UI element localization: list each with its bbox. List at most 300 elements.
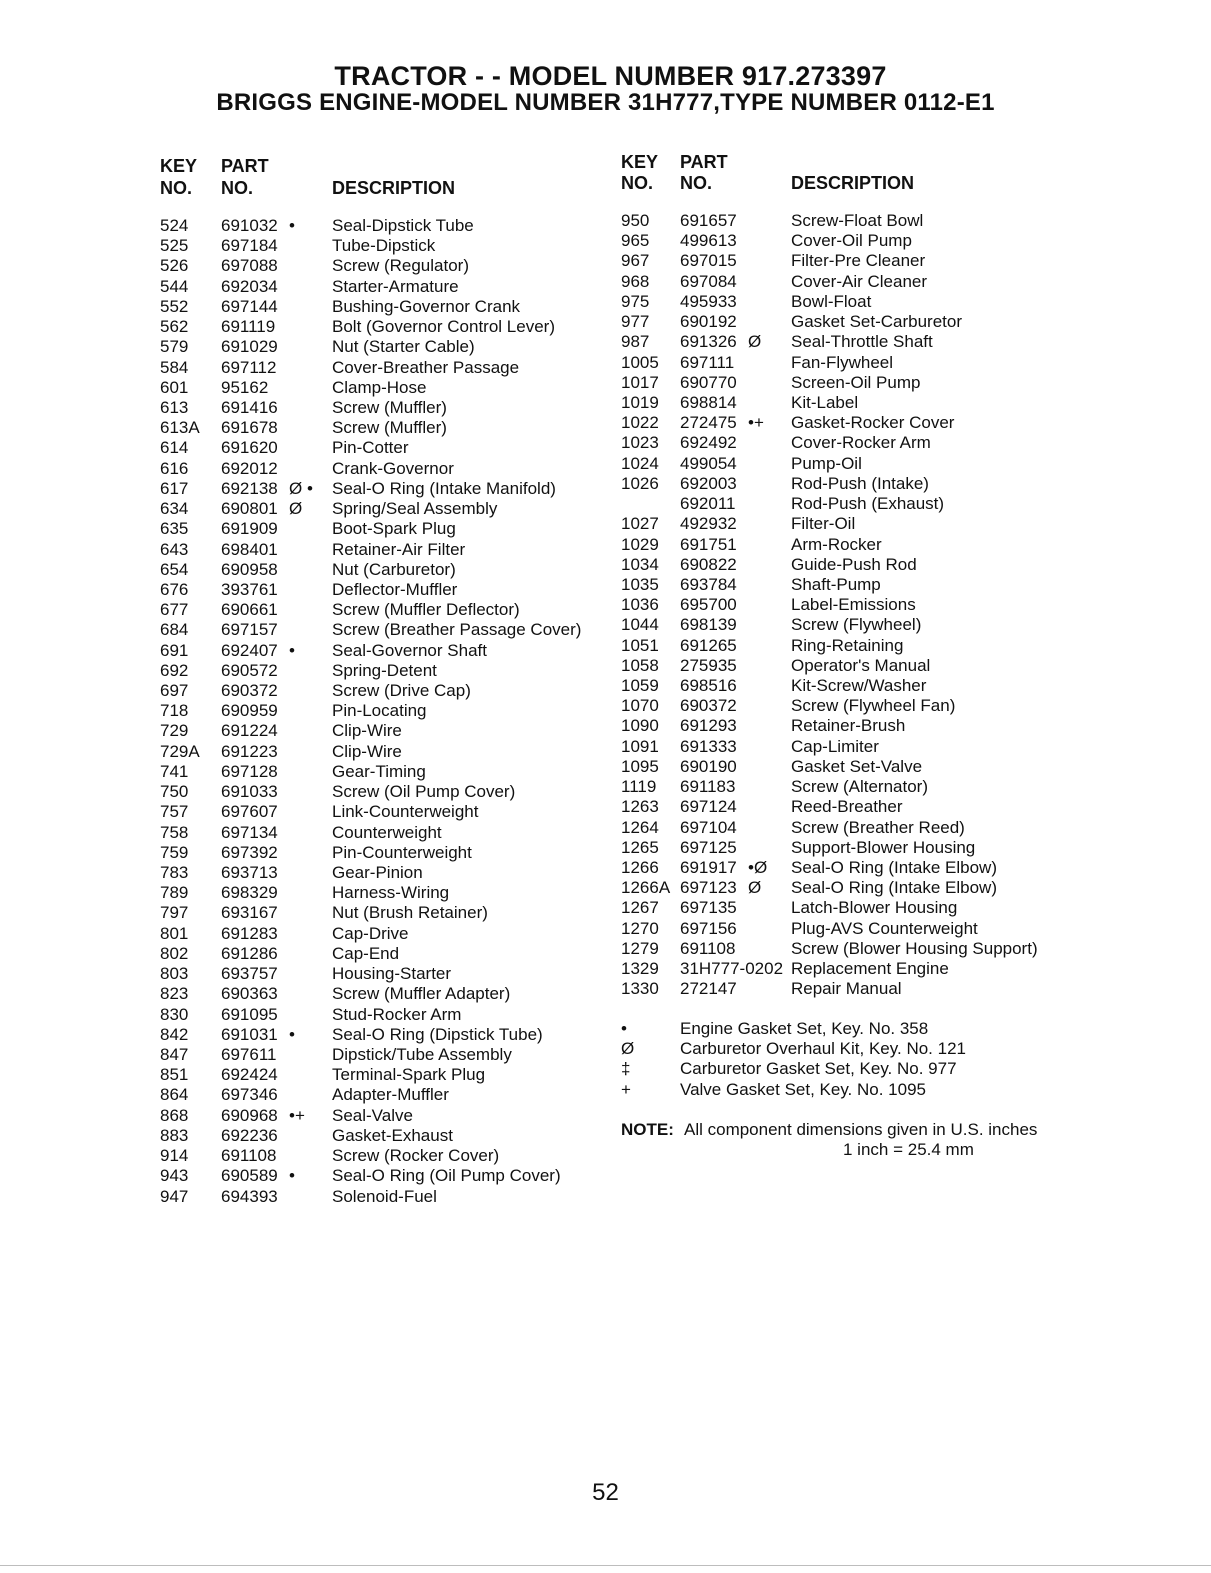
part-number: 697135 bbox=[680, 898, 737, 918]
key-number: 729 bbox=[160, 721, 189, 741]
part-description: Label-Emissions bbox=[791, 595, 916, 615]
part-row bbox=[621, 797, 1061, 817]
key-number: 868 bbox=[160, 1105, 189, 1125]
note-conversion: 1 inch = 25.4 mm bbox=[843, 1140, 974, 1159]
part-row bbox=[160, 701, 600, 721]
part-description: Repair Manual bbox=[791, 979, 902, 999]
part-description: Deflector-Muffler bbox=[332, 579, 458, 599]
key-number: 634 bbox=[160, 499, 189, 519]
part-symbol: • bbox=[289, 640, 295, 660]
part-symbol: Ø bbox=[748, 332, 762, 352]
part-description: Seal-O Ring (Intake Elbow) bbox=[791, 878, 997, 898]
part-row bbox=[160, 337, 600, 357]
part-number: 690661 bbox=[221, 600, 278, 620]
part-row bbox=[160, 802, 600, 822]
part-description: Bushing-Governor Crank bbox=[332, 296, 521, 316]
part-row bbox=[160, 863, 600, 883]
part-number: 698329 bbox=[221, 883, 278, 903]
part-row bbox=[621, 878, 1061, 898]
part-number: 698401 bbox=[221, 539, 278, 559]
part-row bbox=[621, 656, 1061, 676]
part-description: Cover-Oil Pump bbox=[791, 231, 912, 251]
part-symbol: Ø • bbox=[289, 478, 313, 498]
left-part-header-1: PART bbox=[221, 156, 269, 176]
part-number: 691183 bbox=[680, 777, 736, 797]
part-description: Shaft-Pump bbox=[791, 574, 881, 594]
key-number: 1026 bbox=[621, 473, 659, 493]
part-description: Screw (Muffler Deflector) bbox=[332, 600, 520, 620]
key-number: 851 bbox=[160, 1065, 189, 1085]
part-description: Arm-Rocker bbox=[791, 534, 882, 554]
legend-symbol: Ø bbox=[621, 1039, 635, 1058]
part-number: 275935 bbox=[680, 655, 737, 675]
part-row bbox=[160, 540, 600, 560]
page-number: 52 bbox=[592, 1479, 619, 1506]
key-number: 617 bbox=[160, 478, 189, 498]
part-number: 697084 bbox=[680, 271, 737, 291]
part-number: 492932 bbox=[680, 514, 737, 534]
key-number: 643 bbox=[160, 539, 189, 559]
key-number: 552 bbox=[160, 296, 189, 316]
part-number: 690372 bbox=[680, 696, 737, 716]
part-row bbox=[160, 317, 600, 337]
note-label: NOTE: bbox=[621, 1120, 674, 1139]
part-row bbox=[160, 1106, 600, 1126]
part-description: Cover-Breather Passage bbox=[332, 357, 520, 377]
part-row bbox=[160, 1085, 600, 1105]
part-description: Rod-Push (Exhaust) bbox=[791, 494, 945, 514]
part-row bbox=[621, 636, 1061, 656]
key-number: 943 bbox=[160, 1166, 189, 1186]
part-description: Tube-Dipstick bbox=[332, 236, 436, 256]
key-number: 1264 bbox=[621, 817, 659, 837]
key-number: 677 bbox=[160, 600, 189, 620]
key-number: 802 bbox=[160, 943, 189, 963]
part-row bbox=[621, 716, 1061, 736]
part-description: Filter-Oil bbox=[791, 514, 856, 534]
part-number: 495933 bbox=[680, 291, 737, 311]
part-description: Adapter-Muffler bbox=[332, 1085, 449, 1105]
part-number: 692138 bbox=[221, 478, 278, 498]
part-description: Pin-Cotter bbox=[332, 438, 409, 458]
part-number: 691265 bbox=[680, 635, 737, 655]
key-number: 968 bbox=[621, 271, 650, 291]
part-number: 698516 bbox=[680, 676, 737, 696]
part-description: Plug-AVS Counterweight bbox=[791, 918, 978, 938]
part-number: 393761 bbox=[221, 579, 278, 599]
part-number: 693167 bbox=[221, 903, 278, 923]
legend-text: Engine Gasket Set, Key. No. 358 bbox=[680, 1019, 929, 1038]
part-row bbox=[621, 413, 1061, 433]
part-number: 697611 bbox=[221, 1044, 277, 1064]
part-description: Clamp-Hose bbox=[332, 377, 427, 397]
part-row bbox=[621, 494, 1061, 514]
part-row bbox=[621, 757, 1061, 777]
key-number: 1035 bbox=[621, 574, 659, 594]
legend-symbol: ‡ bbox=[621, 1059, 631, 1078]
part-number: 691032 bbox=[221, 216, 278, 235]
part-row bbox=[621, 858, 1061, 878]
key-number: 1329 bbox=[621, 959, 659, 979]
part-row bbox=[160, 762, 600, 782]
part-row bbox=[621, 393, 1061, 413]
part-number: 697124 bbox=[680, 797, 737, 817]
part-row bbox=[160, 560, 600, 580]
part-row bbox=[621, 838, 1061, 858]
part-row bbox=[160, 418, 600, 438]
part-number: 697157 bbox=[221, 620, 278, 640]
left-description-header: DESCRIPTION bbox=[332, 178, 456, 198]
part-row bbox=[621, 979, 1061, 999]
part-description: Clip-Wire bbox=[332, 741, 402, 761]
right-key-header-1: KEY bbox=[621, 152, 659, 172]
part-number: 691095 bbox=[221, 1004, 278, 1024]
part-row bbox=[621, 737, 1061, 757]
part-description: Screw (Flywheel) bbox=[791, 615, 922, 635]
part-row bbox=[160, 297, 600, 317]
part-row bbox=[160, 499, 600, 519]
key-number: 1051 bbox=[621, 635, 659, 655]
part-row bbox=[160, 721, 600, 741]
key-number: 579 bbox=[160, 337, 189, 357]
part-row bbox=[621, 373, 1061, 393]
part-description: Bolt (Governor Control Lever) bbox=[332, 317, 555, 337]
part-row bbox=[160, 236, 600, 256]
key-number: 562 bbox=[160, 317, 189, 337]
part-number: 691029 bbox=[221, 337, 278, 357]
legend-text: Valve Gasket Set, Key. No. 1095 bbox=[680, 1080, 927, 1099]
part-number: 692003 bbox=[680, 473, 737, 493]
part-symbol: •+ bbox=[748, 413, 764, 433]
part-description: Seal-O Ring (Intake Manifold) bbox=[332, 478, 556, 498]
part-row bbox=[160, 964, 600, 984]
key-number: 977 bbox=[621, 312, 650, 332]
key-number: 729A bbox=[160, 741, 200, 761]
part-description: Seal-Governor Shaft bbox=[332, 640, 487, 660]
part-number: 697123 bbox=[680, 878, 737, 898]
key-number: 830 bbox=[160, 1004, 189, 1024]
key-number: 883 bbox=[160, 1125, 189, 1145]
key-number: 1091 bbox=[621, 736, 659, 756]
key-number: 697 bbox=[160, 681, 189, 701]
legend-symbol: • bbox=[621, 1019, 627, 1038]
part-description: Seal-O Ring (Dipstick Tube) bbox=[332, 1024, 543, 1044]
key-number: 847 bbox=[160, 1044, 189, 1064]
part-description: Latch-Blower Housing bbox=[791, 898, 958, 918]
part-number: 499054 bbox=[680, 453, 737, 473]
key-number: 525 bbox=[160, 236, 189, 256]
part-description: Screw (Breather Reed) bbox=[791, 817, 965, 837]
part-number: 691119 bbox=[221, 317, 276, 337]
key-number: 584 bbox=[160, 357, 189, 377]
part-number: 698814 bbox=[680, 392, 737, 412]
key-number: 635 bbox=[160, 519, 189, 539]
part-row bbox=[160, 641, 600, 661]
part-number: 697015 bbox=[680, 251, 737, 271]
key-number: 1267 bbox=[621, 898, 659, 918]
part-description: Harness-Wiring bbox=[332, 883, 450, 903]
part-number: 694393 bbox=[221, 1186, 278, 1206]
part-description: Stud-Rocker Arm bbox=[332, 1004, 462, 1024]
part-description: Boot-Spark Plug bbox=[332, 519, 456, 539]
part-description: Screw (Muffler Adapter) bbox=[332, 984, 511, 1004]
right-description-header: DESCRIPTION bbox=[791, 173, 915, 193]
part-description: Clip-Wire bbox=[332, 721, 402, 741]
part-number: 691909 bbox=[221, 519, 278, 539]
part-description: Screw (Blower Housing Support) bbox=[791, 938, 1038, 958]
part-description: Nut (Carburetor) bbox=[332, 559, 456, 579]
part-row bbox=[621, 818, 1061, 838]
part-row bbox=[621, 332, 1061, 352]
page-title: TRACTOR - - MODEL NUMBER 917.273397 bbox=[334, 61, 887, 91]
part-number: 690801 bbox=[221, 499, 278, 519]
key-number: 684 bbox=[160, 620, 189, 640]
part-row bbox=[621, 575, 1061, 595]
part-symbol: Ø bbox=[289, 499, 303, 519]
part-number: 691751 bbox=[680, 534, 737, 554]
part-number: 697112 bbox=[221, 357, 277, 377]
part-number: 691326 bbox=[680, 332, 737, 352]
key-number: 1263 bbox=[621, 797, 659, 817]
part-number: 31H777-0202 bbox=[680, 959, 784, 979]
key-number: 797 bbox=[160, 903, 189, 923]
part-number: 690959 bbox=[221, 701, 278, 721]
key-number: 950 bbox=[621, 211, 650, 230]
part-row bbox=[160, 519, 600, 539]
key-number: 613A bbox=[160, 418, 200, 438]
part-row bbox=[160, 984, 600, 1004]
key-number: 1330 bbox=[621, 979, 659, 999]
key-number: 914 bbox=[160, 1146, 189, 1166]
part-description: Screw (Rocker Cover) bbox=[332, 1146, 500, 1166]
part-row bbox=[160, 681, 600, 701]
part-number: 691033 bbox=[221, 782, 278, 802]
key-number: 718 bbox=[160, 701, 189, 721]
part-number: 697392 bbox=[221, 842, 278, 862]
part-row bbox=[160, 742, 600, 762]
part-number: 691620 bbox=[221, 438, 278, 458]
part-row bbox=[160, 924, 600, 944]
part-description: Screw (Regulator) bbox=[332, 256, 469, 276]
part-number: 691108 bbox=[680, 938, 736, 958]
part-description: Screw (Muffler) bbox=[332, 418, 447, 438]
part-row bbox=[160, 1146, 600, 1166]
part-description: Replacement Engine bbox=[791, 959, 949, 979]
part-description: Cover-Rocker Arm bbox=[791, 433, 931, 453]
part-description: Pump-Oil bbox=[791, 453, 862, 473]
part-row bbox=[160, 903, 600, 923]
part-number: 691293 bbox=[680, 716, 737, 736]
part-symbol: Ø bbox=[748, 878, 762, 898]
left-part-header-2: NO. bbox=[221, 178, 254, 198]
part-row bbox=[160, 883, 600, 903]
part-symbol: • bbox=[289, 1024, 295, 1044]
key-number: 1029 bbox=[621, 534, 659, 554]
part-description: Screw (Breather Passage Cover) bbox=[332, 620, 582, 640]
part-number: 690968 bbox=[221, 1105, 278, 1125]
key-number: 1017 bbox=[621, 372, 659, 392]
key-number: 691 bbox=[160, 640, 189, 660]
part-number: 690190 bbox=[680, 756, 737, 776]
key-number: 1019 bbox=[621, 392, 659, 412]
part-row bbox=[621, 251, 1061, 271]
part-row bbox=[160, 1045, 600, 1065]
part-number: 697346 bbox=[221, 1085, 278, 1105]
part-description: Kit-Screw/Washer bbox=[791, 676, 927, 696]
key-number: 1119 bbox=[621, 777, 657, 797]
key-number: 1058 bbox=[621, 655, 659, 675]
key-number: 842 bbox=[160, 1024, 189, 1044]
part-row bbox=[621, 514, 1061, 534]
part-number: 691108 bbox=[221, 1146, 277, 1166]
part-number: 697184 bbox=[221, 236, 278, 256]
part-description: Retainer-Air Filter bbox=[332, 539, 466, 559]
part-description: Kit-Label bbox=[791, 392, 859, 412]
key-number: 750 bbox=[160, 782, 189, 802]
part-row bbox=[621, 211, 1061, 231]
part-number: 697104 bbox=[680, 817, 737, 837]
part-row bbox=[160, 661, 600, 681]
part-number: 697125 bbox=[680, 837, 737, 857]
part-description: Solenoid-Fuel bbox=[332, 1186, 437, 1206]
key-number: 965 bbox=[621, 231, 650, 251]
key-number: 1044 bbox=[621, 615, 659, 635]
part-description: Gasket-Rocker Cover bbox=[791, 413, 955, 433]
right-part-header-1: PART bbox=[680, 152, 728, 172]
part-number: 697134 bbox=[221, 822, 278, 842]
part-description: Housing-Starter bbox=[332, 964, 452, 984]
legend-symbol: + bbox=[621, 1080, 631, 1099]
part-description: Cap-Drive bbox=[332, 923, 409, 943]
part-symbol: • bbox=[289, 1166, 295, 1186]
key-number: 975 bbox=[621, 291, 650, 311]
part-row bbox=[160, 823, 600, 843]
part-row bbox=[621, 676, 1061, 696]
part-number: 690770 bbox=[680, 372, 737, 392]
part-description: Terminal-Spark Plug bbox=[332, 1065, 486, 1085]
part-row bbox=[621, 919, 1061, 939]
part-symbol: •Ø bbox=[748, 858, 768, 877]
key-number: 616 bbox=[160, 458, 189, 478]
part-row bbox=[160, 277, 600, 297]
key-number: 803 bbox=[160, 964, 189, 984]
key-number: 1036 bbox=[621, 595, 659, 615]
part-description: Screw (Oil Pump Cover) bbox=[332, 782, 516, 802]
key-number: 783 bbox=[160, 863, 189, 882]
part-number: 690192 bbox=[680, 312, 737, 332]
key-number: 741 bbox=[160, 761, 189, 781]
part-description: Dipstick/Tube Assembly bbox=[332, 1044, 512, 1064]
key-number: 601 bbox=[160, 377, 189, 397]
part-description: Cap-End bbox=[332, 943, 400, 963]
part-row bbox=[621, 939, 1061, 959]
key-number: 967 bbox=[621, 251, 650, 271]
key-number: 544 bbox=[160, 276, 189, 296]
part-number: 272475 bbox=[680, 413, 737, 433]
left-key-header-1: KEY bbox=[160, 156, 198, 176]
part-number: 693713 bbox=[221, 863, 278, 882]
part-number: 691031 bbox=[221, 1024, 278, 1044]
part-row bbox=[160, 1187, 600, 1207]
key-number: 823 bbox=[160, 984, 189, 1004]
key-number: 864 bbox=[160, 1085, 189, 1105]
part-description: Gear-Pinion bbox=[332, 863, 423, 882]
part-row bbox=[160, 1025, 600, 1045]
key-number: 1027 bbox=[621, 514, 659, 534]
part-row bbox=[621, 433, 1061, 453]
part-row bbox=[160, 438, 600, 458]
key-number: 789 bbox=[160, 883, 189, 903]
part-number: 691917 bbox=[680, 858, 737, 877]
part-number: 697144 bbox=[221, 296, 278, 316]
part-number: 697156 bbox=[680, 918, 737, 938]
part-number: 698139 bbox=[680, 615, 737, 635]
part-number: 691224 bbox=[221, 721, 278, 741]
part-description: Gasket Set-Valve bbox=[791, 756, 923, 776]
part-description: Cover-Air Cleaner bbox=[791, 271, 928, 291]
part-number: 691223 bbox=[221, 741, 278, 761]
part-number: 691678 bbox=[221, 418, 278, 438]
part-row bbox=[160, 1065, 600, 1085]
part-description: Screen-Oil Pump bbox=[791, 372, 921, 392]
part-row bbox=[621, 353, 1061, 373]
part-row bbox=[621, 292, 1061, 312]
part-description: Counterweight bbox=[332, 822, 442, 842]
part-row bbox=[160, 944, 600, 964]
right-parts-list bbox=[621, 211, 1061, 1000]
part-number: 691286 bbox=[221, 943, 278, 963]
part-description: Gear-Timing bbox=[332, 761, 426, 781]
part-description: Rod-Push (Intake) bbox=[791, 473, 929, 493]
part-number: 697088 bbox=[221, 256, 278, 276]
part-number: 691283 bbox=[221, 923, 278, 943]
part-number: 697128 bbox=[221, 761, 278, 781]
key-number: 1266A bbox=[621, 878, 671, 898]
part-description: Pin-Counterweight bbox=[332, 842, 472, 862]
right-part-header-2: NO. bbox=[680, 173, 713, 193]
part-number: 692492 bbox=[680, 433, 737, 453]
part-row bbox=[160, 1166, 600, 1186]
part-number: 272147 bbox=[680, 979, 737, 999]
part-number: 693757 bbox=[221, 964, 278, 984]
key-number: 1279 bbox=[621, 938, 659, 958]
key-number: 676 bbox=[160, 579, 189, 599]
part-description: Crank-Governor bbox=[332, 458, 454, 478]
part-number: 693784 bbox=[680, 574, 737, 594]
part-description: Seal-O Ring (Intake Elbow) bbox=[791, 858, 997, 877]
part-description: Operator's Manual bbox=[791, 655, 931, 675]
part-description: Bowl-Float bbox=[791, 291, 872, 311]
key-number: 1059 bbox=[621, 676, 659, 696]
part-description: Guide-Push Rod bbox=[791, 554, 917, 574]
part-description: Cap-Limiter bbox=[791, 736, 879, 756]
part-number: 690589 bbox=[221, 1166, 278, 1186]
part-row bbox=[621, 615, 1061, 635]
part-description: Gasket Set-Carburetor bbox=[791, 312, 963, 332]
part-description: Support-Blower Housing bbox=[791, 837, 976, 857]
part-description: Screw (Muffler) bbox=[332, 397, 447, 417]
part-description: Seal-O Ring (Oil Pump Cover) bbox=[332, 1166, 561, 1186]
part-row bbox=[160, 479, 600, 499]
part-symbol: • bbox=[289, 216, 295, 235]
part-row bbox=[621, 312, 1061, 332]
page-subtitle: BRIGGS ENGINE-MODEL NUMBER 31H777,TYPE NUMBER 0112-E1 bbox=[216, 89, 995, 116]
key-number: 759 bbox=[160, 842, 189, 862]
part-description: Link-Counterweight bbox=[332, 802, 479, 822]
part-row bbox=[621, 595, 1061, 615]
part-number: 95162 bbox=[221, 377, 269, 397]
part-number: 499613 bbox=[680, 231, 737, 251]
